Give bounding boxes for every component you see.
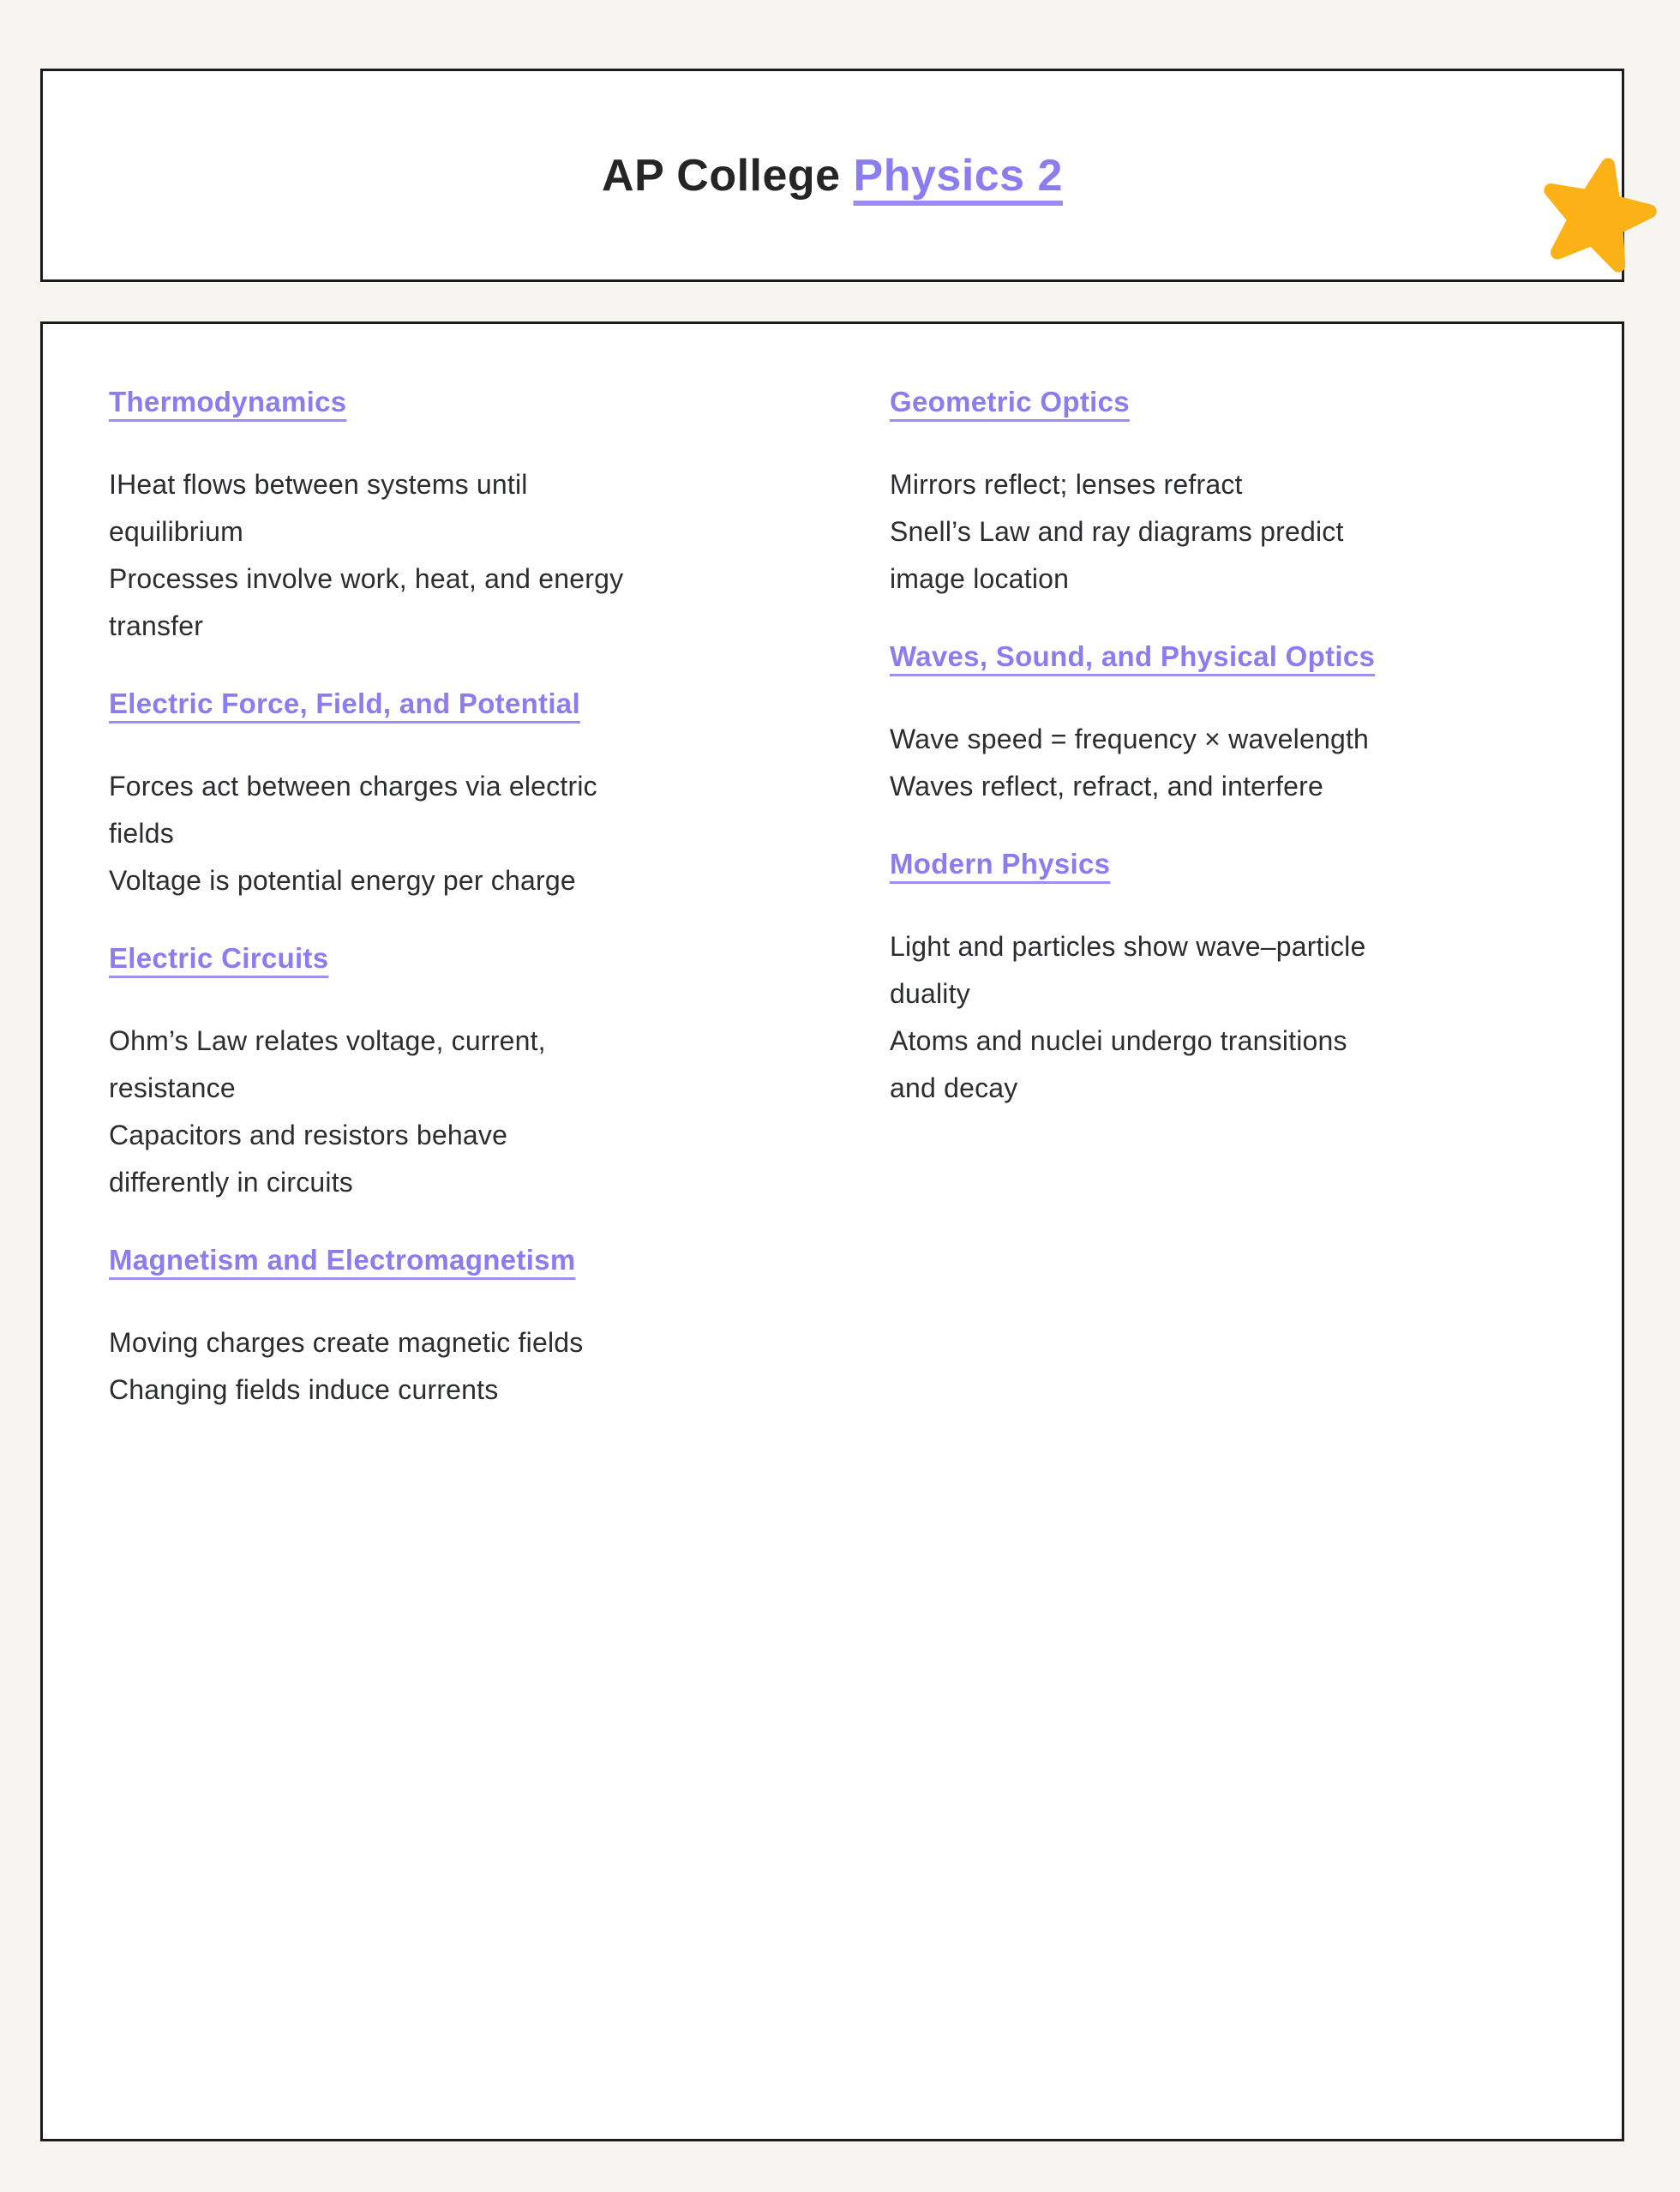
topic-link-modern-physics[interactable]: Modern Physics	[890, 848, 1111, 880]
left-column	[109, 384, 890, 1414]
topic-section-magnetism	[109, 1242, 890, 1414]
topic-description	[890, 923, 1570, 1112]
page-title	[602, 150, 1063, 201]
topic-section-electric-force	[109, 686, 890, 904]
course-title-prefix: AP College	[602, 150, 854, 201]
topic-link-thermodynamics[interactable]: Thermodynamics	[109, 386, 347, 417]
topic-line: Forces act between charges via electric	[109, 771, 597, 802]
topic-line: Voltage is potential energy per charge	[109, 865, 576, 896]
topic-line: equilibrium	[109, 516, 243, 547]
topic-section-modern-physics	[890, 846, 1570, 1112]
topic-section-geometric-optics	[890, 384, 1570, 603]
topic-line: Capacitors and resistors behave	[109, 1120, 508, 1150]
topic-line: Wave speed = frequency × wavelength	[890, 724, 1370, 754]
topic-link-waves-sound[interactable]: Waves, Sound, and Physical Optics	[890, 640, 1376, 672]
topic-line: differently in circuits	[109, 1167, 354, 1198]
topic-section-electric-circuits	[109, 940, 890, 1206]
topic-line: Snell’s Law and ray diagrams predict	[890, 516, 1344, 547]
topic-line: resistance	[109, 1072, 236, 1103]
topic-description	[109, 1018, 890, 1206]
topic-line: Mirrors reflect; lenses refract	[890, 469, 1243, 500]
topic-description	[109, 461, 890, 650]
topic-link-electric-force[interactable]: Electric Force, Field, and Potential	[109, 688, 580, 719]
star-icon	[1528, 148, 1665, 285]
topic-line: Waves reflect, refract, and interfere	[890, 771, 1323, 802]
topic-link-magnetism[interactable]: Magnetism and Electromagnetism	[109, 1244, 576, 1276]
topic-description	[109, 763, 890, 904]
topic-line: Moving charges create magnetic fields	[109, 1327, 584, 1358]
topic-line: Light and particles show wave–particle	[890, 931, 1366, 962]
topic-line: duality	[890, 978, 970, 1009]
topics-card	[40, 321, 1624, 2141]
topic-line: Atoms and nuclei undergo transitions	[890, 1025, 1347, 1056]
topic-description	[109, 1319, 890, 1414]
topic-line: transfer	[109, 610, 204, 641]
topic-description	[890, 461, 1570, 603]
topic-link-electric-circuits[interactable]: Electric Circuits	[109, 942, 329, 974]
topic-description	[890, 716, 1570, 810]
topic-line: Processes involve work, heat, and energy	[109, 563, 624, 594]
topic-line: Changing fields induce currents	[109, 1374, 499, 1405]
course-link-physics-2[interactable]: Physics 2	[853, 150, 1063, 201]
topic-link-geometric-optics[interactable]: Geometric Optics	[890, 386, 1130, 417]
topic-section-waves-sound	[890, 639, 1570, 810]
header-card	[40, 69, 1624, 282]
topic-line: Ohm’s Law relates voltage, current,	[109, 1025, 546, 1056]
topic-line: and decay	[890, 1072, 1018, 1103]
right-column	[890, 384, 1570, 1112]
topic-line: IHeat flows between systems until	[109, 469, 528, 500]
topic-line: image location	[890, 563, 1070, 594]
topic-section-thermodynamics	[109, 384, 890, 650]
topic-line: fields	[109, 818, 174, 849]
